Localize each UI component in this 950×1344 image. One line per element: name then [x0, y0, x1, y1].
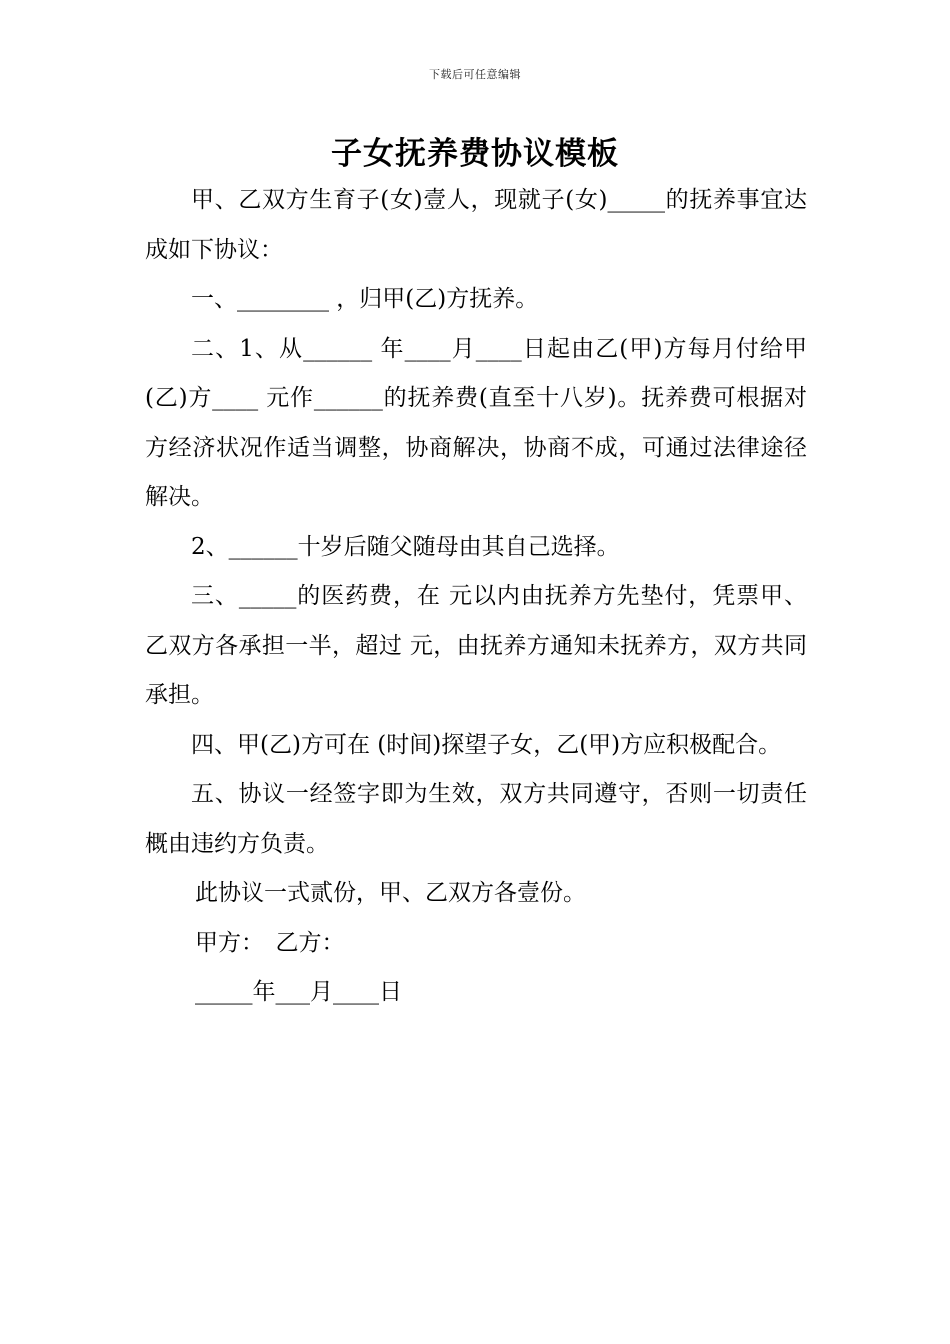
paragraph-clause-2-1: 二、1、从______ 年____月____日起由乙(甲)方每月付给甲(乙)方____ 元作______的抚养费(直至十八岁)。抚养费可根据对方经济状况作适当调整，协商解决，协商不成，可通过法律途径解决。: [145, 335, 807, 510]
document-title: 子女抚养费协议模板: [331, 136, 619, 172]
paragraph-copies: 此协议一式贰份，甲、乙双方各壹份。: [195, 880, 586, 906]
paragraph-clause-1: 一、________ ，归甲(乙)方抚养。: [191, 286, 539, 312]
signature-line: 甲方： 乙方：: [195, 929, 345, 956]
paragraph-clause-2-2: 2、______十岁后随父随母由其自己选择。: [191, 533, 620, 560]
paragraph-clause-5: 五、协议一经签字即为生效，双方共同遵守，否则一切责任概由违约方负责。: [145, 781, 807, 857]
paragraph-clause-3: 三、_____的医药费，在 元以内由抚养方先垫付，凭票甲、乙双方各承担一半，超过 元，由抚养方通知未抚养方，双方共同承担。: [145, 583, 807, 708]
paragraph-clause-4: 四、甲(乙)方可在 (时间)探望子女，乙(甲)方应积极配合。: [191, 731, 782, 758]
header-note: 下载后可任意编辑: [429, 68, 521, 81]
date-line: _____年___月____日: [195, 979, 402, 1005]
paragraph-intro: 甲、乙双方生育子(女)壹人，现就子(女)_____的抚养事宜达成如下协议：: [145, 187, 807, 263]
agreement-body: [145, 176, 807, 1018]
